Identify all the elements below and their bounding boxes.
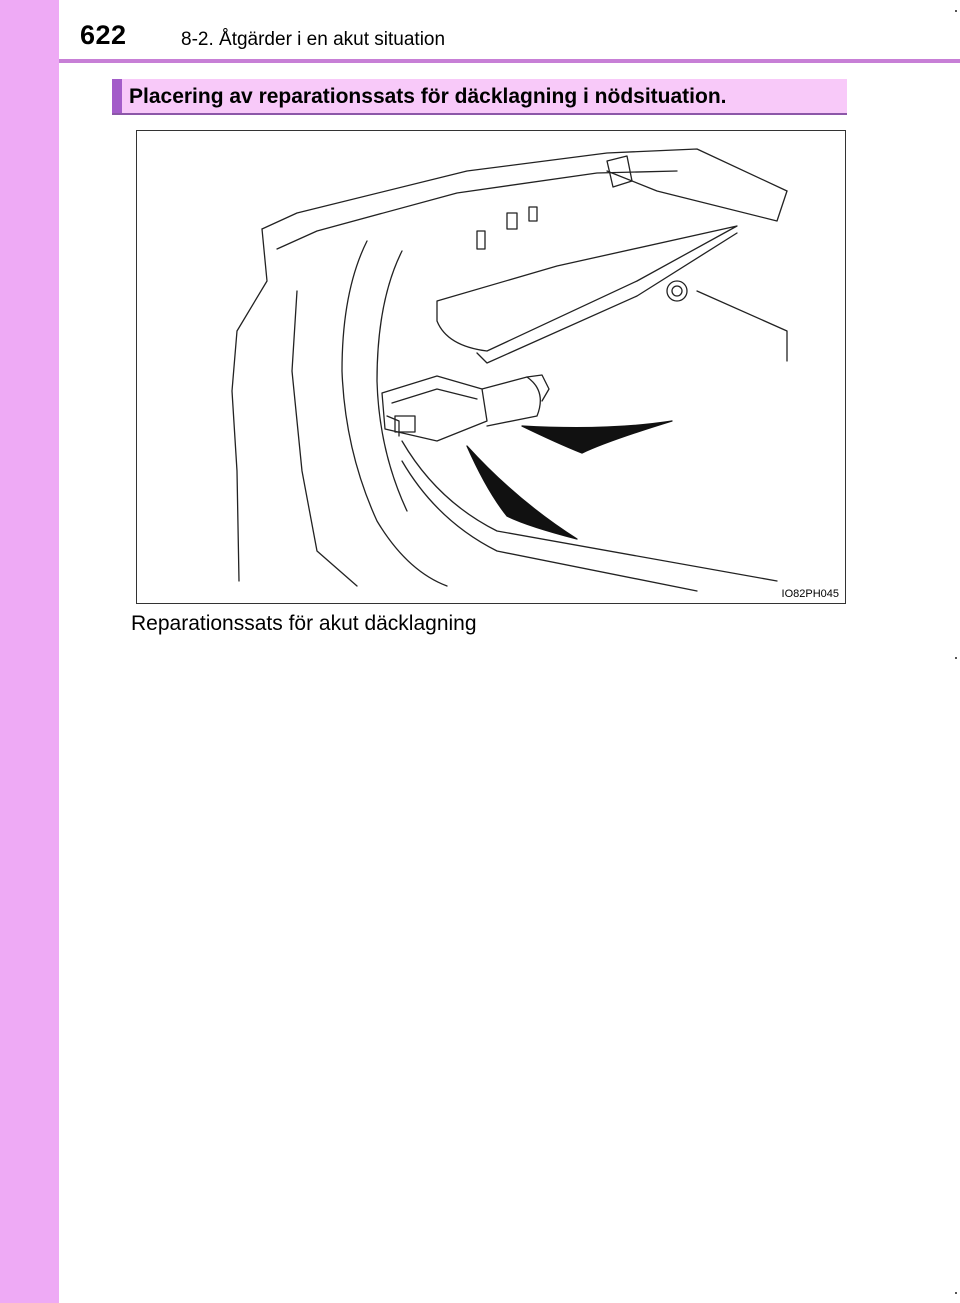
trunk-floor-line-1 — [402, 441, 777, 581]
arrow-right-icon — [522, 421, 672, 453]
header-divider — [59, 59, 960, 63]
trunk-side-panel — [342, 241, 447, 586]
cargo-cover-board — [437, 226, 737, 351]
repair-kit-cylinder — [482, 377, 540, 426]
trunk-floor-right — [697, 291, 787, 361]
trim-clip — [477, 231, 485, 249]
edge-mark — [955, 657, 957, 659]
arrow-diagonal-icon — [467, 446, 577, 539]
side-tab-strip — [0, 0, 59, 1303]
trunk-frame-outer — [262, 149, 787, 229]
illustration-frame — [136, 130, 846, 604]
chapter-title: 8-2. Åtgärder i en akut situation — [181, 29, 446, 50]
page-number: 622 — [80, 20, 127, 50]
edge-mark — [955, 10, 957, 12]
trunk-side-panel-2 — [377, 251, 407, 511]
trim-knob — [667, 281, 687, 301]
trunk-left-pillar-inner — [292, 291, 357, 586]
section-title: Placering av reparationssats för däcklagning i nödsituation. — [129, 85, 727, 108]
figure-caption: Reparationssats för akut däcklagning — [131, 612, 477, 635]
cargo-cover-edge — [477, 233, 737, 363]
trunk-left-pillar — [232, 229, 267, 581]
trunk-illustration — [137, 131, 844, 602]
edge-mark — [955, 1292, 957, 1294]
figure-code: IO82PH045 — [781, 588, 839, 600]
section-heading-bar — [112, 79, 847, 115]
repair-kit-compressor — [382, 376, 487, 441]
section-accent — [112, 79, 122, 113]
